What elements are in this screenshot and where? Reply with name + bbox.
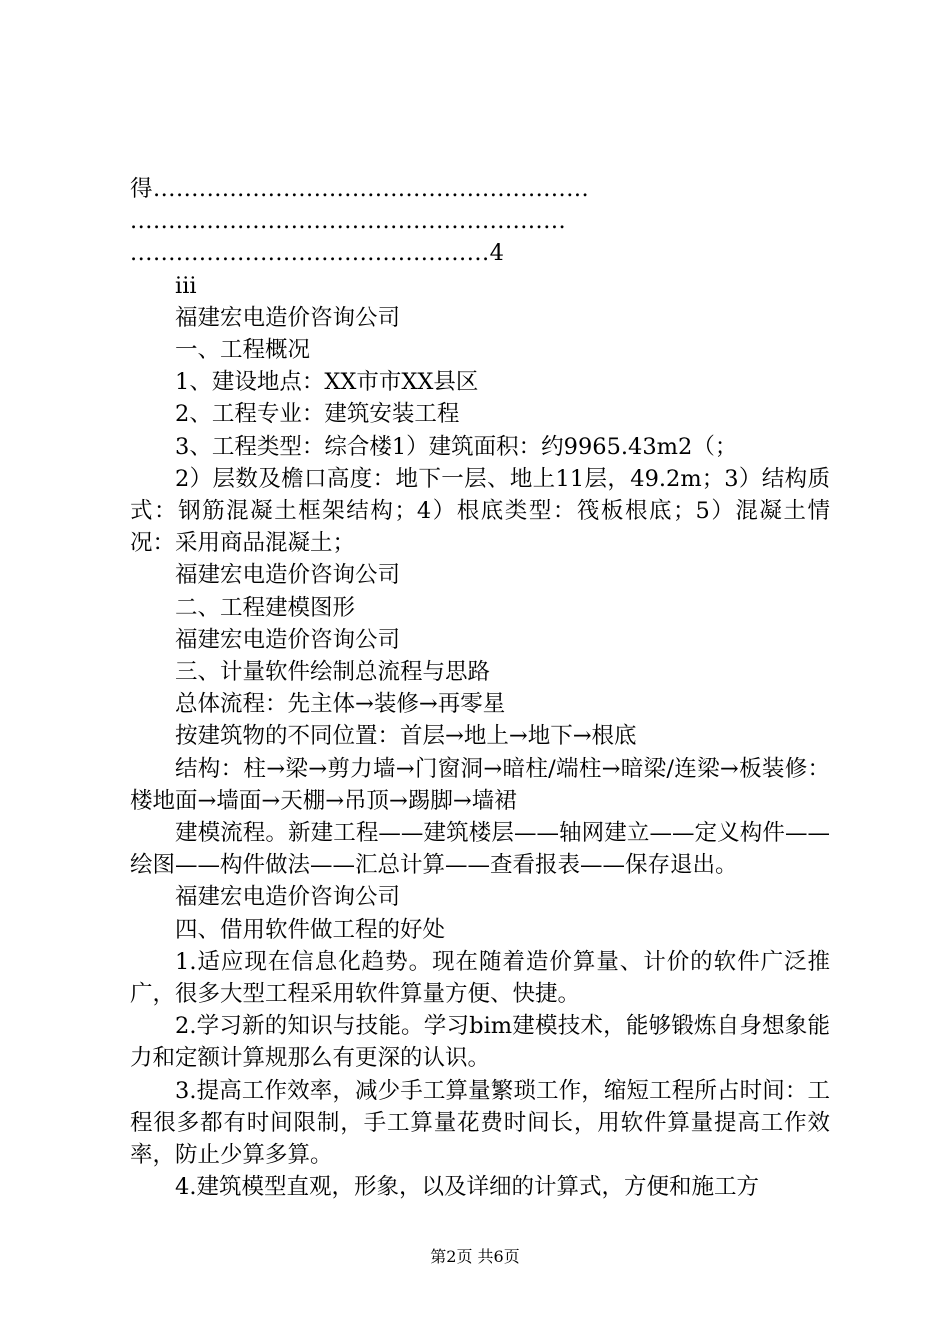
- paragraph: 4.建筑模型直观，形象，以及详细的计算式，方便和施工方: [175, 1174, 759, 1201]
- document-body: [130, 173, 830, 1204]
- paragraph: 3、工程类型：综合楼1）建筑面积：约9965.43m2（；: [175, 433, 738, 460]
- paragraph: 总体流程：先主体→装修→再零星: [175, 691, 506, 718]
- company-header: 福建宏电造价咨询公司: [175, 562, 401, 589]
- toc-line-3: ...............................................4: [130, 240, 505, 267]
- company-header: 福建宏电造价咨询公司: [175, 626, 401, 653]
- paragraph: 2）层数及檐口高度：地下一层、地上11层，49.2m；3）结构质式：钢筋混凝土框架结构；4）根底类型：筏板根底；5）混凝土情况：采用商品混凝土；: [130, 465, 830, 557]
- toc-line-1: 得.........................................................: [130, 176, 590, 202]
- paragraph: 结构：柱→梁→剪力墙→门窗洞→暗柱/端柱→暗梁/连梁→板装修：楼地面→墙面→天棚→吊顶→踢脚→墙裙: [130, 755, 830, 814]
- page-footer: 第2页 共6页: [430, 1247, 520, 1266]
- paragraph: 2、工程专业：建筑安装工程: [175, 401, 460, 428]
- company-header: 福建宏电造价咨询公司: [175, 884, 401, 911]
- paragraph: 1.适应现在信息化趋势。现在随着造价算量、计价的软件广泛推广，很多大型工程采用软件算量方便、快捷。: [130, 948, 830, 1008]
- section-heading-1: 一、工程概况: [175, 337, 311, 364]
- paragraph: 建模流程。新建工程——建筑楼层——轴网建立——定义构件——绘图——构件做法——汇总计算——查看报表——保存退出。: [130, 820, 830, 879]
- company-header: 福建宏电造价咨询公司: [175, 304, 401, 331]
- paragraph: 3.提高工作效率，减少手工算量繁琐工作，缩短工程所占时间：工程很多都有时间限制，手工算量花费时间长，用软件算量提高工作效率，防止少算多算。: [130, 1077, 830, 1169]
- paragraph: 1、建设地点：XX市市XX县区: [175, 369, 479, 396]
- paragraph: 按建筑物的不同位置：首层→地上→地下→根底: [175, 723, 637, 750]
- roman-page-number: iii: [175, 272, 197, 299]
- section-heading-3: 三、计量软件绘制总流程与思路: [175, 659, 491, 686]
- toc-line-2: .........................................................: [130, 208, 567, 235]
- paragraph: 2.学习新的知识与技能。学习bim建模技术，能够锻炼自身想象能力和定额计算规那么有更深的认识。: [130, 1013, 830, 1072]
- section-heading-2: 二、工程建模图形: [175, 594, 356, 621]
- section-heading-4: 四、借用软件做工程的好处: [175, 916, 446, 943]
